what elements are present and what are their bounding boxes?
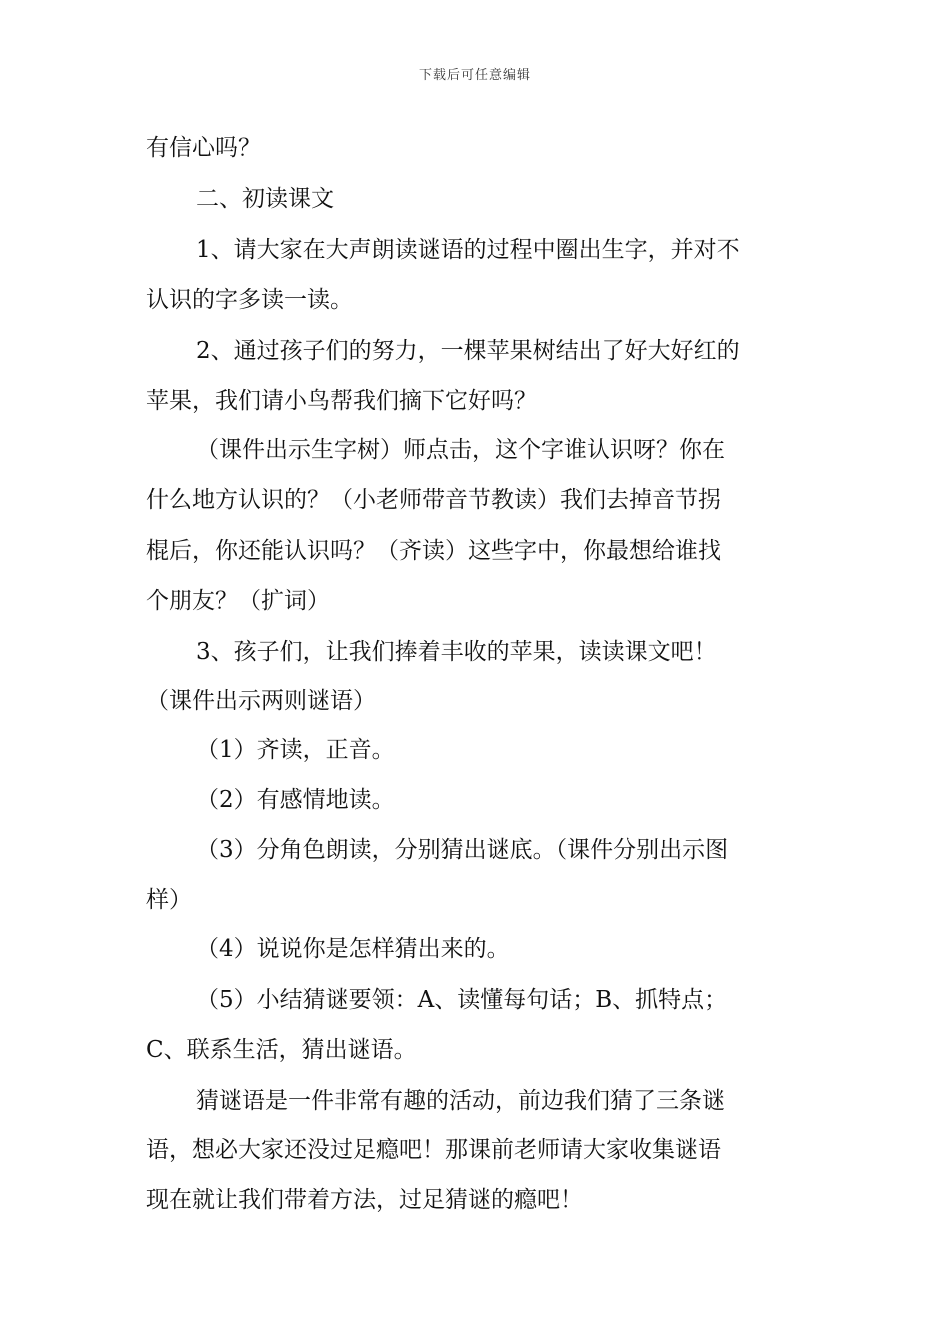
text-line: 苹果，我们请小鸟帮我们摘下它好吗？ bbox=[146, 388, 537, 414]
text-line: （课件出示生字树）师点击，这个字谁认识呀？你在 bbox=[196, 437, 725, 463]
text-line: 3、孩子们，让我们捧着丰收的苹果，读读课文吧！ bbox=[196, 639, 717, 665]
list-item: （2）有感情地读。 bbox=[196, 787, 395, 813]
section-heading: 二、初读课文 bbox=[196, 186, 334, 212]
text-line: 棍后，你还能认识吗？（齐读）这些字中，你最想给谁找 bbox=[146, 538, 721, 564]
text-line: 语，想必大家还没过足瘾吧！那课前老师请大家收集谜语 bbox=[146, 1137, 721, 1163]
text-line: 现在就让我们带着方法，过足猜谜的瘾吧！ bbox=[146, 1187, 583, 1213]
text-line: 样） bbox=[146, 887, 192, 913]
text-line: （课件出示两则谜语） bbox=[146, 688, 376, 714]
text-line: 认识的字多读一读。 bbox=[146, 287, 353, 313]
list-item: （3）分角色朗读，分别猜出谜底。（课件分别出示图 bbox=[196, 837, 729, 863]
list-item: （5）小结猜谜要领：A、读懂每句话；B、抓特点； bbox=[196, 987, 728, 1013]
list-item: （4）说说你是怎样猜出来的。 bbox=[196, 936, 510, 962]
text-line: 1、请大家在大声朗读谜语的过程中圈出生字，并对不 bbox=[196, 237, 740, 263]
page-header: 下载后可任意编辑 bbox=[418, 68, 531, 83]
list-item: （1）齐读，正音。 bbox=[196, 737, 395, 763]
text-line: 什么地方认识的？（小老师带音节教读）我们去掉音节拐 bbox=[146, 487, 721, 513]
text-line: 猜谜语是一件非常有趣的活动，前边我们猜了三条谜 bbox=[196, 1088, 725, 1114]
text-line: 2、通过孩子们的努力，一棵苹果树结出了好大好红的 bbox=[196, 338, 740, 364]
text-line: 有信心吗？ bbox=[146, 135, 261, 161]
text-line: C、联系生活，猜出谜语。 bbox=[146, 1037, 417, 1063]
text-line: 个朋友？（扩词） bbox=[146, 588, 330, 614]
